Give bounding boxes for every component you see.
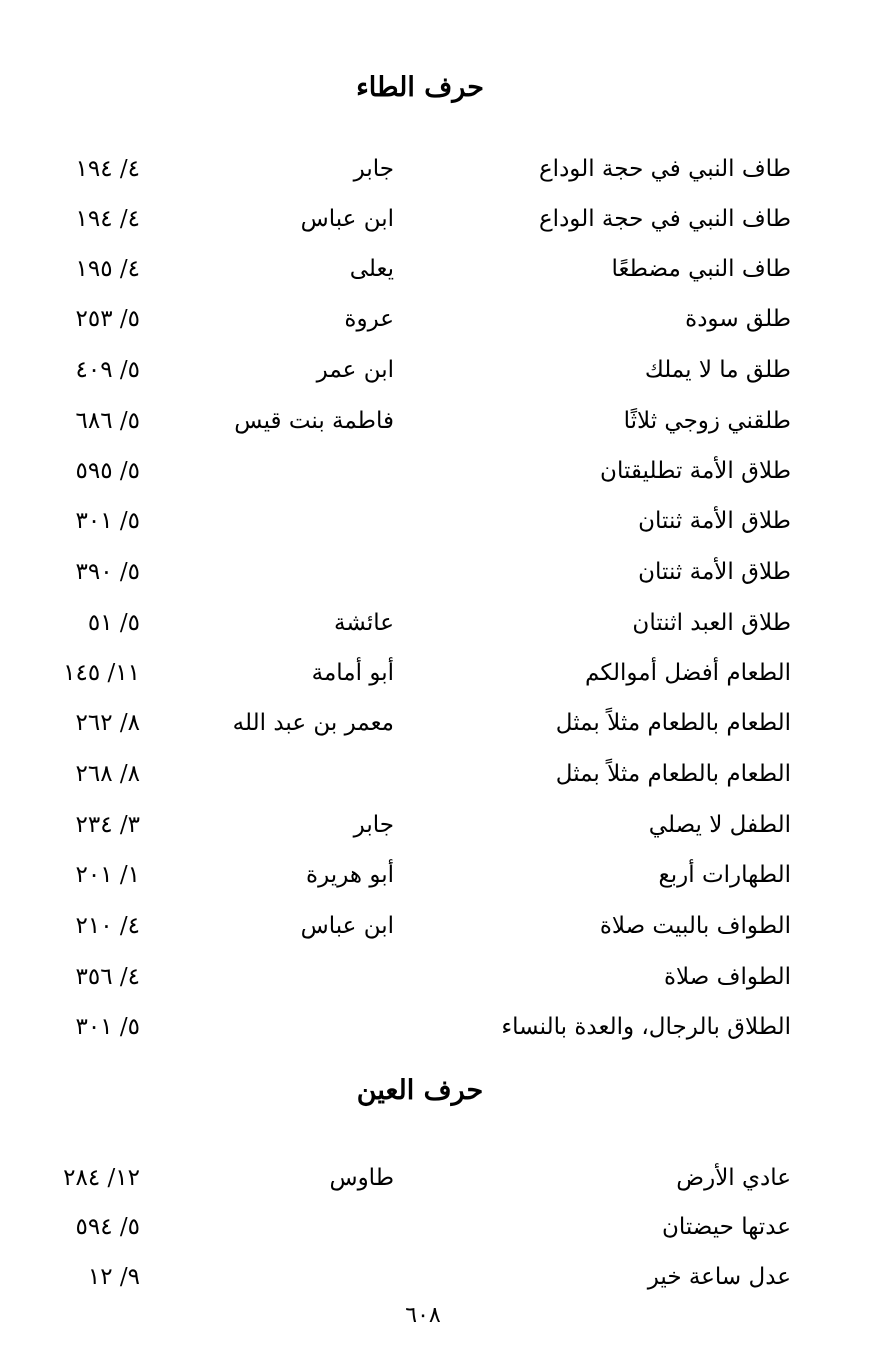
hadith-text: الطعام أفضل أموالكم <box>585 660 791 686</box>
hadith-text: الطفل لا يصلي <box>648 812 791 838</box>
volume-page-ref: ٨/ ٢٦٢ <box>75 710 140 736</box>
volume-page-ref: ٤/ ٢١٠ <box>75 913 140 939</box>
list-item <box>0 357 873 397</box>
list-item <box>0 710 873 750</box>
hadith-text: الطعام بالطعام مثلاً بمثل <box>555 761 791 787</box>
hadith-text: عدتها حيضتان <box>661 1214 791 1240</box>
volume-page-ref: ٥/ ٣٠١ <box>75 508 140 534</box>
hadith-text: الطواف صلاة <box>664 964 791 990</box>
list-item <box>0 256 873 296</box>
hadith-text: طلاق العبد اثنتان <box>632 610 791 636</box>
list-item <box>0 610 873 650</box>
hadith-text: الطعام بالطعام مثلاً بمثل <box>555 710 791 736</box>
hadith-text: عادي الأرض <box>676 1165 791 1191</box>
list-item <box>0 660 873 700</box>
volume-page-ref: ٥/ ٥٩٥ <box>75 458 140 484</box>
volume-page-ref: ٤/ ١٩٤ <box>75 206 140 232</box>
hadith-text: طلق سودة <box>685 306 791 332</box>
list-item <box>0 508 873 548</box>
narrator-name: أبو هريرة <box>306 862 394 888</box>
list-item <box>0 862 873 902</box>
list-item <box>0 1014 873 1054</box>
volume-page-ref: ٣/ ٢٣٤ <box>75 812 140 838</box>
volume-page-ref: ١١/ ١٤٥ <box>63 660 140 686</box>
volume-page-ref: ٥/ ٢٥٣ <box>75 306 140 332</box>
narrator-name: معمر بن عبد الله <box>232 710 394 736</box>
narrator-name: فاطمة بنت قيس <box>234 408 394 434</box>
volume-page-ref: ٤/ ١٩٤ <box>75 156 140 182</box>
list-item <box>0 913 873 953</box>
narrator-name: يعلى <box>349 256 394 282</box>
volume-page-ref: ٥/ ٦٨٦ <box>75 408 140 434</box>
hadith-text: طاف النبي مضطعًا <box>611 256 791 282</box>
hadith-text: عدل ساعة خير <box>647 1264 791 1290</box>
list-item <box>0 812 873 852</box>
hadith-text: طلاق الأمة تطليقتان <box>600 458 791 484</box>
hadith-text: طلاق الأمة ثنتان <box>638 559 791 585</box>
list-item <box>0 1214 873 1254</box>
volume-page-ref: ٨/ ٢٦٨ <box>75 761 140 787</box>
volume-page-ref: ٥/ ٣٠١ <box>75 1014 140 1040</box>
section-title-ain: حرف العين <box>356 1075 484 1106</box>
hadith-text: الطهارات أربع <box>658 862 791 888</box>
page-number: ٦٠٨ <box>405 1303 441 1328</box>
hadith-text: طلق ما لا يملك <box>644 357 791 383</box>
narrator-name: ابن عباس <box>300 206 394 232</box>
list-item <box>0 1165 873 1205</box>
hadith-text: طاف النبي في حجة الوداع <box>538 156 791 182</box>
narrator-name: عروة <box>344 306 394 332</box>
narrator-name: أبو أمامة <box>311 660 394 686</box>
narrator-name: ابن عباس <box>300 913 394 939</box>
volume-page-ref: ٥/ ٤٠٩ <box>75 357 140 383</box>
narrator-name: عائشة <box>334 610 394 636</box>
volume-page-ref: ٤/ ١٩٥ <box>75 256 140 282</box>
list-item <box>0 408 873 448</box>
list-item <box>0 964 873 1004</box>
hadith-text: الطلاق بالرجال، والعدة بالنساء <box>501 1014 791 1040</box>
list-item <box>0 156 873 196</box>
volume-page-ref: ٤/ ٣٥٦ <box>75 964 140 990</box>
hadith-text: طلقني زوجي ثلاثًا <box>623 408 791 434</box>
narrator-name: جابر <box>353 812 394 838</box>
list-item <box>0 306 873 346</box>
narrator-name: طاوس <box>329 1165 394 1191</box>
volume-page-ref: ١٢/ ٢٨٤ <box>63 1165 140 1191</box>
list-item <box>0 559 873 599</box>
list-item <box>0 1264 873 1304</box>
list-item <box>0 458 873 498</box>
hadith-text: طاف النبي في حجة الوداع <box>538 206 791 232</box>
hadith-text: الطواف بالبيت صلاة <box>599 913 791 939</box>
volume-page-ref: ٥/ ٥١ <box>87 610 140 636</box>
volume-page-ref: ٥/ ٣٩٠ <box>75 559 140 585</box>
hadith-text: طلاق الأمة ثنتان <box>638 508 791 534</box>
narrator-name: جابر <box>353 156 394 182</box>
volume-page-ref: ٥/ ٥٩٤ <box>75 1214 140 1240</box>
section-title-taa: حرف الطاء <box>356 72 484 103</box>
volume-page-ref: ٩/ ١٢ <box>87 1264 140 1290</box>
narrator-name: ابن عمر <box>316 357 394 383</box>
list-item <box>0 206 873 246</box>
list-item <box>0 761 873 801</box>
volume-page-ref: ١/ ٢٠١ <box>75 862 140 888</box>
